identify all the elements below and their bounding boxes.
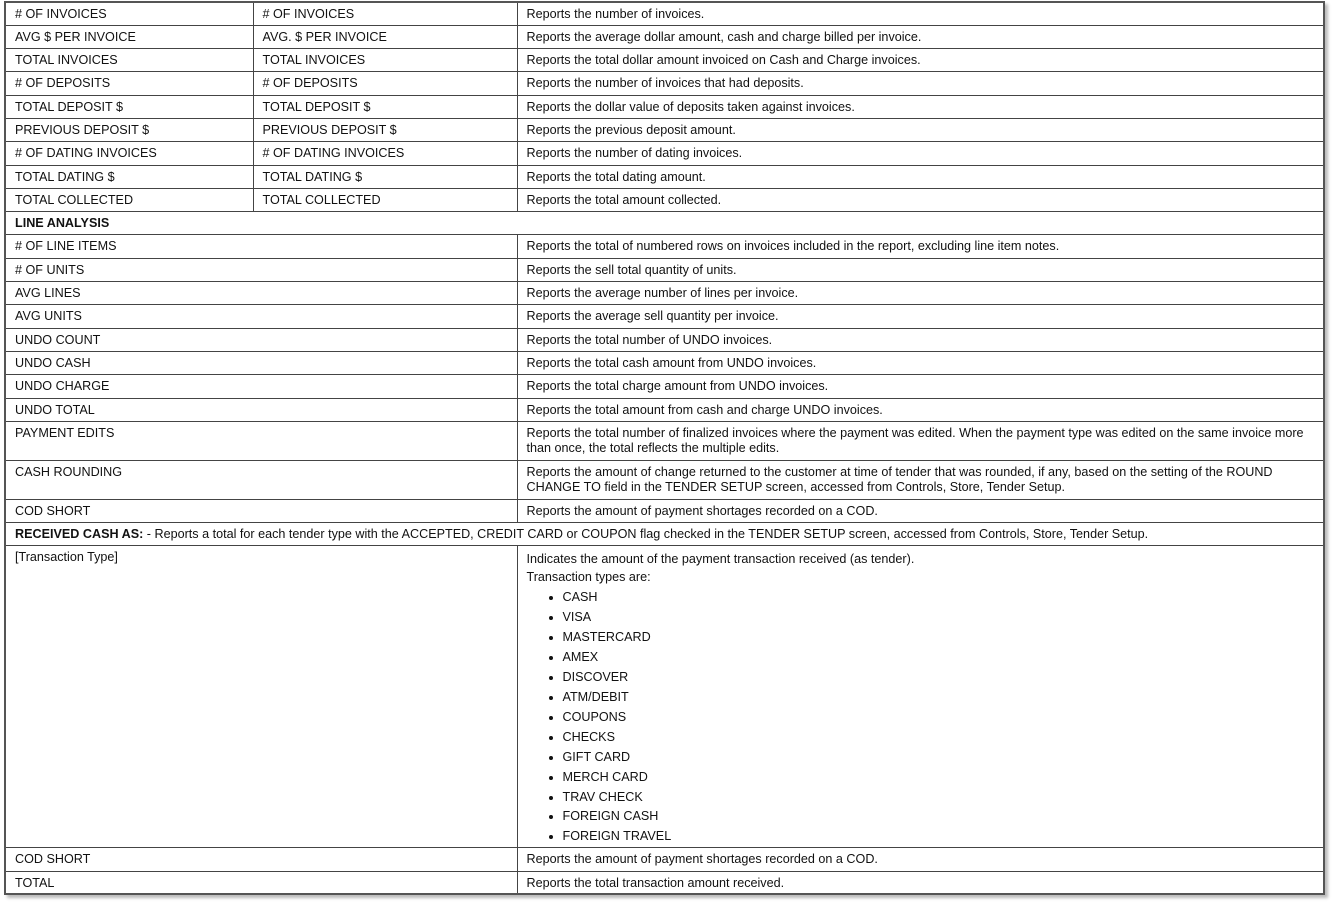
field-label-cell: # OF DATING INVOICES xyxy=(253,142,517,165)
description-cell: Reports the amount of payment shortages recorded on a COD. xyxy=(517,499,1324,522)
table-row xyxy=(5,235,1324,258)
table-row xyxy=(5,523,1324,546)
table-row xyxy=(5,49,1324,72)
table-row xyxy=(5,460,1324,499)
transaction-description: Indicates the amount of the payment transaction received (as tender). xyxy=(526,552,915,567)
transaction-types-intro: Transaction types are: xyxy=(526,570,651,585)
description-cell: Reports the dollar value of deposits taken against invoices. xyxy=(517,95,1324,118)
description-cell: Reports the number of dating invoices. xyxy=(517,142,1324,165)
field-label-cell: TOTAL COLLECTED xyxy=(253,188,517,211)
list-item: • MERCH CARD xyxy=(563,768,1315,788)
list-item: • GIFT CARD xyxy=(563,748,1315,768)
description-cell: Reports the previous deposit amount. xyxy=(517,118,1324,141)
description-cell: Reports the total number of finalized invoices where the payment was edited. When the payment type was edited on the same invoice more than once, the total reflects the multiple edits. xyxy=(517,421,1324,460)
field-label-cell: TOTAL INVOICES xyxy=(253,49,517,72)
field-label-cell: TOTAL DEPOSIT $ xyxy=(253,95,517,118)
description-cell: Reports the number of invoices. xyxy=(517,2,1324,25)
description-cell: Reports the total transaction amount received. xyxy=(517,871,1324,894)
report-fields-table xyxy=(4,1,1325,895)
description-cell: Reports the average sell quantity per invoice. xyxy=(517,305,1324,328)
table-row xyxy=(5,499,1324,522)
field-name-cell: TOTAL INVOICES xyxy=(5,49,253,72)
description-cell: Reports the average dollar amount, cash and charge billed per invoice. xyxy=(517,25,1324,48)
section-title: LINE ANALYSIS xyxy=(15,216,110,231)
table-row xyxy=(5,118,1324,141)
table-row xyxy=(5,2,1324,25)
description-cell: Reports the total charge amount from UNDO invoices. xyxy=(517,375,1324,398)
list-item: • DISCOVER xyxy=(563,668,1315,688)
description-cell: Reports the total amount from cash and charge UNDO invoices. xyxy=(517,398,1324,421)
table-row xyxy=(5,328,1324,351)
field-name-cell: UNDO CASH xyxy=(5,351,517,374)
table-row xyxy=(5,421,1324,460)
description-cell: Reports the total cash amount from UNDO invoices. xyxy=(517,351,1324,374)
field-name-cell: COD SHORT xyxy=(5,499,517,522)
list-item: • VISA xyxy=(563,608,1315,628)
list-item: • FOREIGN CASH xyxy=(563,807,1315,827)
field-name-cell: PREVIOUS DEPOSIT $ xyxy=(5,118,253,141)
description-cell: Reports the total dollar amount invoiced on Cash and Charge invoices. xyxy=(517,49,1324,72)
field-label-cell: TOTAL DATING $ xyxy=(253,165,517,188)
table-row xyxy=(5,375,1324,398)
field-label-cell: # OF DEPOSITS xyxy=(253,72,517,95)
table-row xyxy=(5,212,1324,235)
table-row xyxy=(5,188,1324,211)
field-name-cell: TOTAL DATING $ xyxy=(5,165,253,188)
description-cell: Reports the sell total quantity of units. xyxy=(517,258,1324,281)
table-row xyxy=(5,398,1324,421)
section-heading-received-cash xyxy=(5,523,1324,546)
table-row xyxy=(5,546,1324,848)
table-row xyxy=(5,25,1324,48)
list-item: • MASTERCARD xyxy=(563,628,1315,648)
field-label-cell: # OF INVOICES xyxy=(253,2,517,25)
field-name-cell: CASH ROUNDING xyxy=(5,460,517,499)
field-name-cell: PAYMENT EDITS xyxy=(5,421,517,460)
field-name-cell: # OF DATING INVOICES xyxy=(5,142,253,165)
description-cell: Reports the number of invoices that had deposits. xyxy=(517,72,1324,95)
table-row xyxy=(5,72,1324,95)
field-name-cell: AVG UNITS xyxy=(5,305,517,328)
table-row xyxy=(5,142,1324,165)
list-item: • CHECKS xyxy=(563,728,1315,748)
table-row xyxy=(5,258,1324,281)
field-name-cell: # OF DEPOSITS xyxy=(5,72,253,95)
list-item: • ATM/DEBIT xyxy=(563,688,1315,708)
transaction-types-list xyxy=(527,588,1315,847)
description-cell: Reports the average number of lines per invoice. xyxy=(517,282,1324,305)
table-row xyxy=(5,848,1324,871)
description-cell xyxy=(517,546,1324,848)
table-row xyxy=(5,871,1324,894)
description-cell: Reports the total number of UNDO invoices. xyxy=(517,328,1324,351)
field-name-cell: COD SHORT xyxy=(5,848,517,871)
table-row xyxy=(5,282,1324,305)
list-item: • FOREIGN TRAVEL xyxy=(563,827,1315,847)
description-cell: Reports the total amount collected. xyxy=(517,188,1324,211)
description-cell: Reports the total of numbered rows on invoices included in the report, excluding line item notes. xyxy=(517,235,1324,258)
field-label-cell: AVG. $ PER INVOICE xyxy=(253,25,517,48)
list-item: • CASH xyxy=(563,588,1315,608)
field-name-cell: TOTAL COLLECTED xyxy=(5,188,253,211)
field-name-cell: TOTAL xyxy=(5,871,517,894)
field-name-cell: UNDO CHARGE xyxy=(5,375,517,398)
list-item: • AMEX xyxy=(563,648,1315,668)
field-name-cell: # OF INVOICES xyxy=(5,2,253,25)
table-row xyxy=(5,305,1324,328)
field-name-cell: AVG $ PER INVOICE xyxy=(5,25,253,48)
field-name-cell: # OF UNITS xyxy=(5,258,517,281)
description-cell: Reports the amount of change returned to the customer at time of tender that was rounded, if any, based on the setting of the ROUND CHANGE TO field in the TENDER SETUP screen, accessed from Controls, Store, Tender Setup. xyxy=(517,460,1324,499)
field-label-cell: PREVIOUS DEPOSIT $ xyxy=(253,118,517,141)
table-row xyxy=(5,351,1324,374)
field-name-cell: UNDO COUNT xyxy=(5,328,517,351)
section-heading-line-analysis xyxy=(5,212,1324,235)
field-name-cell: UNDO TOTAL xyxy=(5,398,517,421)
field-name-cell: AVG LINES xyxy=(5,282,517,305)
section-description: - Reports a total for each tender type with the ACCEPTED, CREDIT CARD or COUPON flag checked in the TENDER SETUP screen, accessed from Controls, Store, Tender Setup. xyxy=(143,527,1149,542)
field-name-cell: TOTAL DEPOSIT $ xyxy=(5,95,253,118)
description-cell: Reports the total dating amount. xyxy=(517,165,1324,188)
table-row xyxy=(5,95,1324,118)
section-title: RECEIVED CASH AS: xyxy=(15,527,144,542)
field-name-cell: # OF LINE ITEMS xyxy=(5,235,517,258)
list-item: • TRAV CHECK xyxy=(563,788,1315,808)
table-row xyxy=(5,165,1324,188)
field-name-cell: [Transaction Type] xyxy=(5,546,517,848)
list-item: • COUPONS xyxy=(563,708,1315,728)
description-cell: Reports the amount of payment shortages recorded on a COD. xyxy=(517,848,1324,871)
